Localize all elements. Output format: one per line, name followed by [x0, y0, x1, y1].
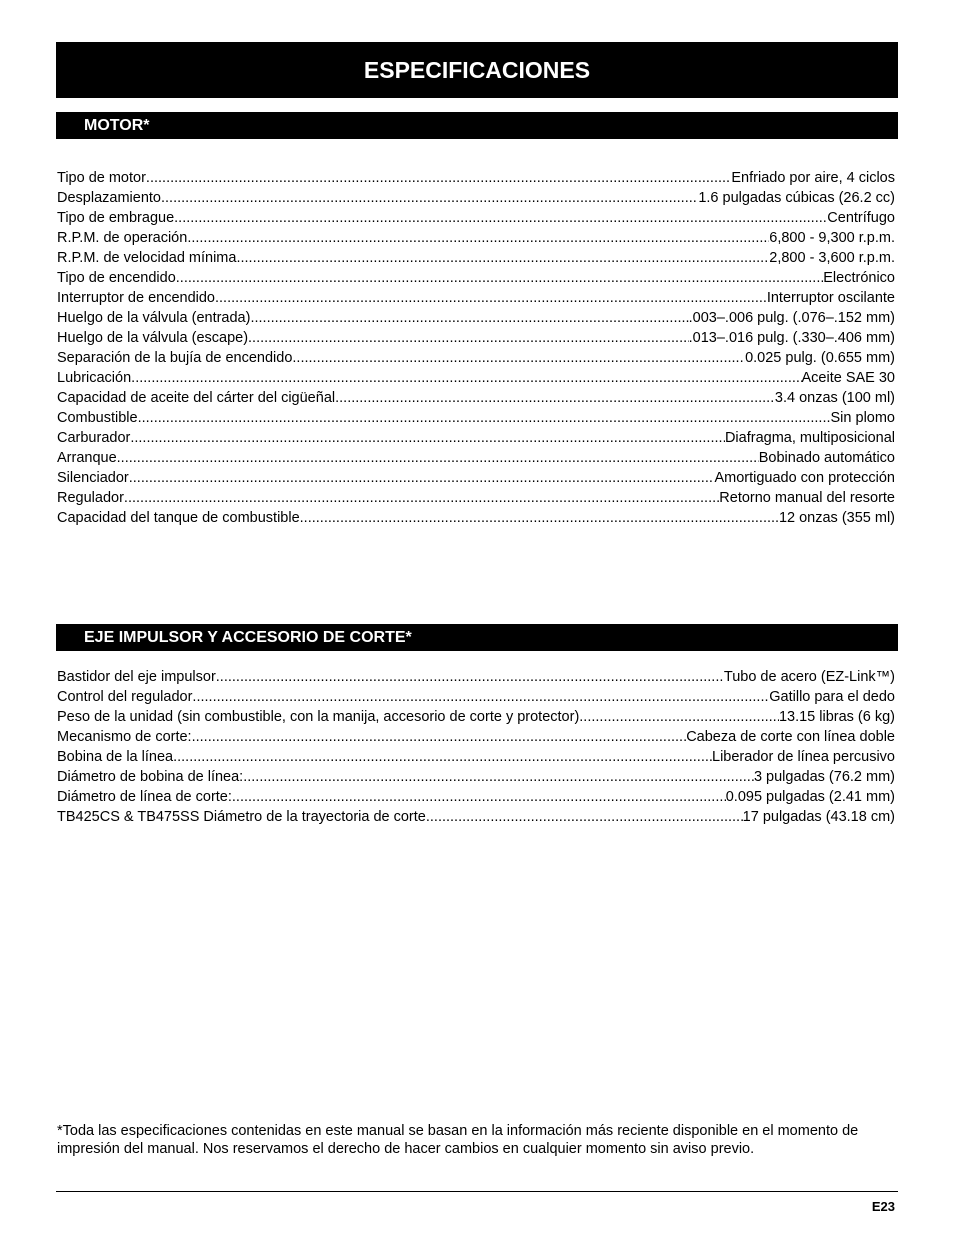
spec-value: Amortiguado con protección [714, 470, 895, 486]
shaft-section-title: EJE IMPULSOR Y ACCESORIO DE CORTE* [84, 628, 412, 646]
spec-label: R.P.M. de velocidad mínima [57, 250, 237, 266]
spec-row [57, 348, 895, 368]
spec-row [57, 727, 895, 747]
spec-label: Interruptor de encendido [57, 290, 215, 306]
spec-value: Gatillo para el dedo [769, 689, 895, 705]
spec-row [57, 228, 895, 248]
dot-leader [161, 188, 698, 208]
dot-leader [300, 508, 779, 528]
spec-label: Silenciador [57, 470, 129, 486]
spec-value: 17 pulgadas (43.18 cm) [742, 809, 895, 825]
dot-leader [216, 667, 724, 687]
spec-label: Tipo de motor [57, 170, 146, 186]
spec-row [57, 707, 895, 727]
spec-label: Separación de la bujía de encendido [57, 350, 293, 366]
spec-label: Combustible [57, 410, 138, 426]
dot-leader [250, 308, 688, 328]
spec-value: Bobinado automático [758, 450, 895, 466]
spec-value: 2,800 - 3,600 r.p.m. [769, 250, 895, 266]
spec-label: Bastidor del eje impulsor [57, 669, 216, 685]
dot-leader [215, 288, 767, 308]
spec-row [57, 368, 895, 388]
dot-leader [292, 348, 745, 368]
spec-value: 1.6 pulgadas cúbicas (26.2 cc) [698, 190, 895, 206]
dot-leader [138, 408, 831, 428]
spec-label: Huelgo de la válvula (escape) [57, 330, 249, 346]
dot-leader [173, 747, 712, 767]
dot-leader [192, 727, 687, 747]
dot-leader [248, 328, 689, 348]
spec-row [57, 428, 895, 448]
spec-value: Tubo de acero (EZ-Link™) [723, 669, 895, 685]
spec-label: TB425CS & TB475SS Diámetro de la trayectoria de corte [57, 809, 426, 825]
dot-leader [176, 268, 823, 288]
dot-leader [146, 168, 731, 188]
spec-value: Centrífugo [827, 210, 895, 226]
spec-value: 12 onzas (355 ml) [778, 510, 895, 526]
dot-leader [426, 807, 743, 827]
spec-value: .003–.006 pulg. (.076–.152 mm) [688, 310, 895, 326]
spec-row [57, 308, 895, 328]
spec-value: Enfriado por aire, 4 ciclos [731, 170, 895, 186]
spec-value: 13.15 libras (6 kg) [778, 709, 895, 725]
spec-value: 6,800 - 9,300 r.p.m. [769, 230, 895, 246]
spec-row [57, 767, 895, 787]
spec-row [57, 248, 895, 268]
spec-label: Tipo de encendido [57, 270, 176, 286]
dot-leader [130, 428, 725, 448]
spec-row [57, 787, 895, 807]
dot-leader [124, 488, 719, 508]
dot-leader [232, 787, 726, 807]
dot-leader [131, 368, 801, 388]
spec-label: Bobina de la línea [57, 749, 174, 765]
spec-row [57, 288, 895, 308]
spec-label: R.P.M. de operación [57, 230, 188, 246]
spec-row [57, 188, 895, 208]
spec-value: 3.4 onzas (100 ml) [774, 390, 895, 406]
spec-row [57, 807, 895, 827]
spec-value: 0.095 pulgadas (2.41 mm) [725, 789, 895, 805]
spec-label: Carburador [57, 430, 131, 446]
spec-row [57, 667, 895, 687]
dot-leader [335, 388, 775, 408]
spec-row [57, 488, 895, 508]
motor-section-title: MOTOR* [84, 116, 150, 134]
spec-label: Diámetro de línea de corte: [57, 789, 232, 805]
dot-leader [579, 707, 779, 727]
dot-leader [192, 687, 769, 707]
dot-leader [243, 767, 754, 787]
spec-label: Mecanismo de corte: [57, 729, 192, 745]
spec-row [57, 388, 895, 408]
spec-label: Regulador [57, 490, 124, 506]
spec-label: Arranque [57, 450, 117, 466]
spec-label: Peso de la unidad (sin combustible, con la manija, accesorio de corte y protector) [57, 709, 580, 725]
spec-row [57, 168, 895, 188]
spec-value: Retorno manual del resorte [719, 490, 895, 506]
page-title [56, 42, 898, 98]
bottom-divider [56, 1191, 898, 1192]
spec-value: Aceite SAE 30 [801, 370, 895, 386]
dot-leader [187, 228, 769, 248]
spec-row [57, 208, 895, 228]
motor-spec-list [57, 168, 895, 528]
spec-value: Interruptor oscilante [766, 290, 895, 306]
dot-leader [117, 448, 759, 468]
spec-row [57, 448, 895, 468]
spec-label: Capacidad de aceite del cárter del cigüeñal [57, 390, 336, 406]
spec-value: Liberador de línea percusivo [712, 749, 895, 765]
motor-section-header [56, 112, 898, 139]
spec-row [57, 747, 895, 767]
spec-value: Diafragma, multiposicional [724, 430, 895, 446]
spec-label: Tipo de embrague [57, 210, 175, 226]
spec-row [57, 508, 895, 528]
spec-label: Control del regulador [57, 689, 193, 705]
spec-value: Cabeza de corte con línea doble [686, 729, 895, 745]
spec-row [57, 408, 895, 428]
spec-value: .013–.016 pulg. (.330–.406 mm) [688, 330, 895, 346]
page-title-text: ESPECIFICACIONES [363, 56, 591, 83]
spec-row [57, 268, 895, 288]
spec-value: 3 pulgadas (76.2 mm) [753, 769, 895, 785]
spec-value: 0.025 pulg. (0.655 mm) [745, 350, 895, 366]
spec-row [57, 687, 895, 707]
spec-row [57, 468, 895, 488]
spec-value: Electrónico [823, 270, 895, 286]
spec-row [57, 328, 895, 348]
dot-leader [174, 208, 827, 228]
footnote: *Toda las especificaciones contenidas en este manual se basan en la información más reciente disponible en el momento de impresión del manual. Nos reservamos el derecho de hacer cambios en cualquier momento sin aviso previo. [57, 1123, 859, 1157]
spec-label: Diámetro de bobina de línea: [57, 769, 244, 785]
page-number: E23 [871, 1199, 895, 1214]
spec-label: Lubricación [57, 370, 132, 386]
spec-value: Sin plomo [830, 410, 895, 426]
dot-leader [129, 468, 715, 488]
shaft-section-header [56, 624, 898, 651]
spec-label: Huelgo de la válvula (entrada) [57, 310, 251, 326]
dot-leader [236, 248, 769, 268]
spec-label: Desplazamiento [57, 190, 161, 206]
shaft-spec-list [57, 667, 895, 827]
spec-label: Capacidad del tanque de combustible [57, 510, 300, 526]
